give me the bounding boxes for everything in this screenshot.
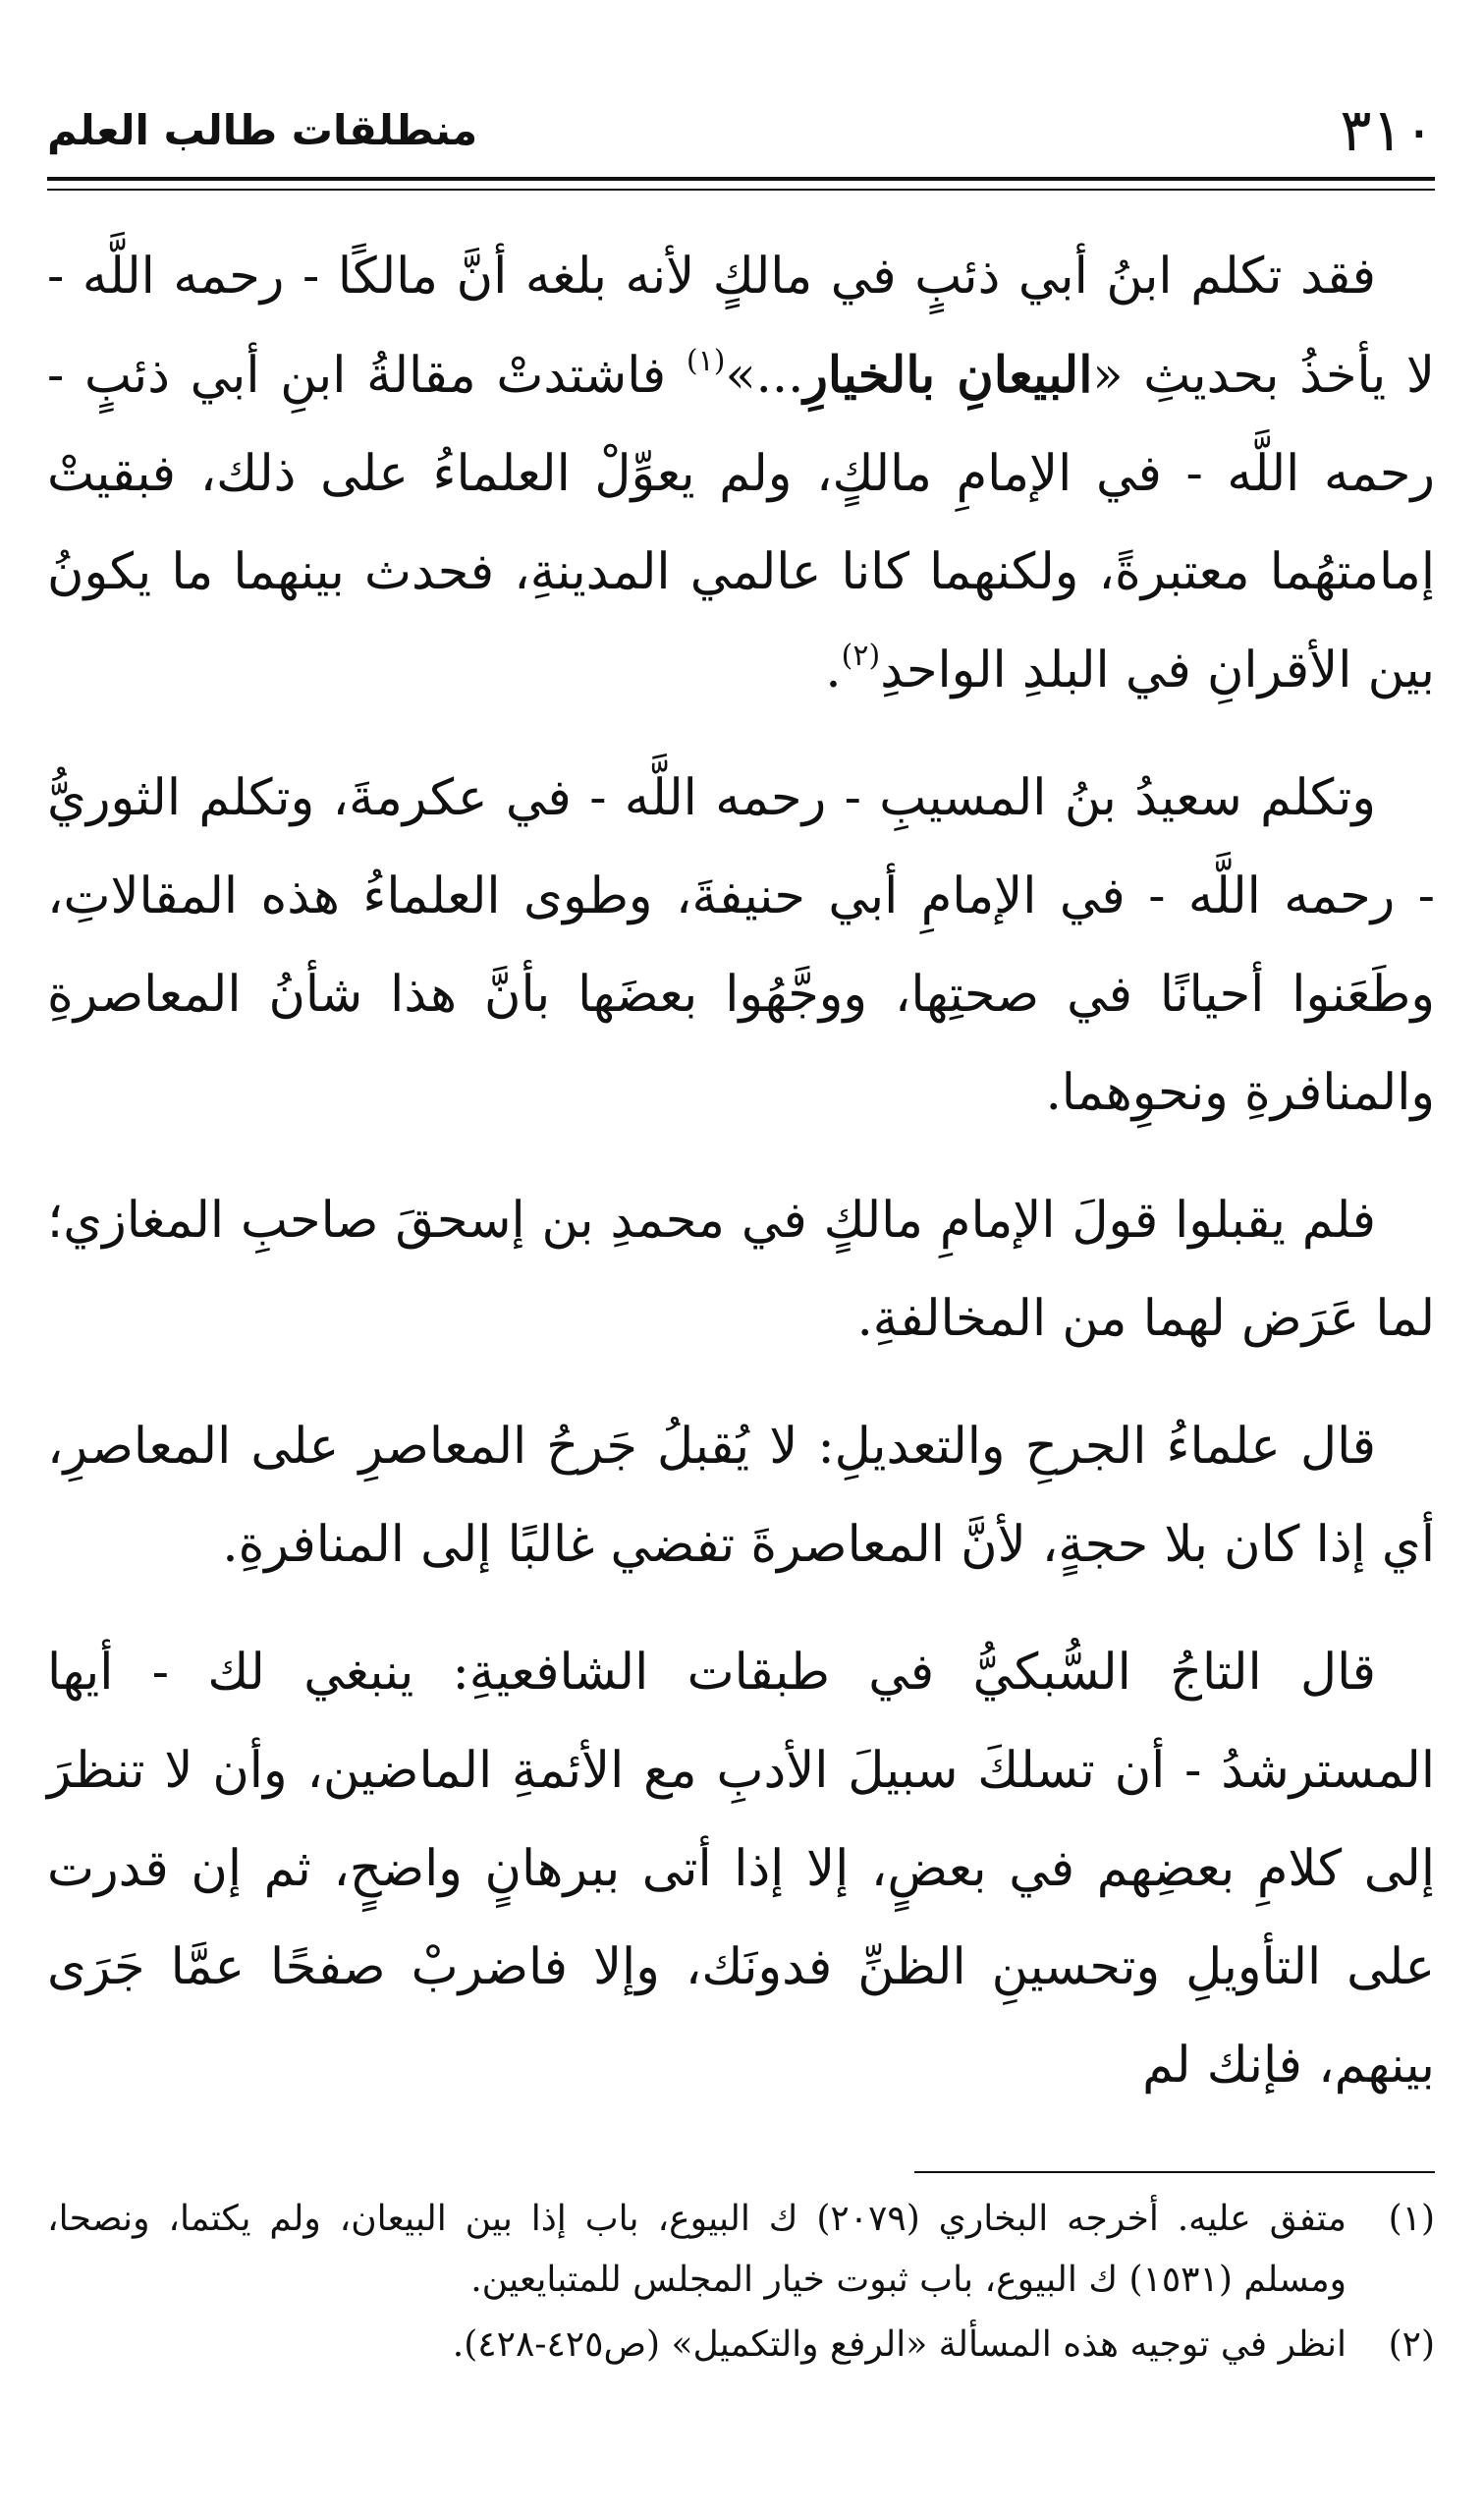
paragraph-1-end: . xyxy=(825,642,842,699)
footnote-1-mark: (١) xyxy=(1388,2199,1435,2239)
book-title: منطلقات طالب العلم xyxy=(47,106,478,154)
footnote-2-text: انظر في توجيه هذه المسألة «الرفع والتكميل» (ص٤٢٥-٤٢٨). xyxy=(452,2324,1347,2365)
footnote-separator xyxy=(914,2171,1435,2173)
paragraph-2: وتكلم سعيدُ بنُ المسيبِ - رحمه اللَّه - في عكرمةَ، وتكلم الثوريُّ - رحمه اللَّه - في الإمامِ أبي حنيفةَ، وطوى العلماءُ هذه المقالاتِ، وطَعَنوا أحيانًا في صحتِها، ووجَّهُوا بعضَها بأنَّ هذا شأنُ المعاصرةِ والمنافرةِ ونحوِهما. xyxy=(47,769,1435,1122)
paragraph-1 xyxy=(47,228,1435,720)
footnote-ref-2[interactable]: (٢) xyxy=(841,639,881,673)
footnote-2 xyxy=(47,2315,1435,2376)
footnote-1 xyxy=(47,2189,1435,2311)
footnote-1-text: متفق عليه. أخرجه البخاري (٢٠٧٩) ك البيوع، باب إذا بين البيعان، ولم يكتما، ونصحا، ومسلم (١٥٣١) ك البيوع، باب ثبوت خيار المجلس للمتبايعين. xyxy=(47,2199,1347,2300)
page-number: ٣١٠ xyxy=(1340,96,1435,165)
paragraph-4: قال علماءُ الجرحِ والتعديلِ: لا يُقبلُ جَرحُ المعاصرِ على المعاصرِ، أي إذا كان بلا حجةٍ، لأنَّ المعاصرةَ تفضي غالبًا إلى المنافرةِ. xyxy=(47,1418,1435,1574)
footnotes xyxy=(47,2189,1435,2379)
body-text xyxy=(47,228,1435,2145)
header-rule-thick xyxy=(47,177,1435,181)
footnote-2-mark: (٢) xyxy=(1388,2324,1435,2365)
paragraph-1-pre: فقد تكلم ابنُ أبي ذئبٍ في مالكٍ لأنه بلغه أنَّ مالكًا - رحمه اللَّه - لا يأخذُ بحديثِ « xyxy=(47,248,1435,405)
paragraph-3: فلم يقبلوا قولَ الإمامِ مالكٍ في محمدِ بن إسحقَ صاحبِ المغازي؛ لما عَرَض لهما من المخالفةِ. xyxy=(47,1192,1435,1348)
header-rule-thin xyxy=(47,189,1435,191)
footnote-ref-1[interactable]: (١) xyxy=(686,344,726,378)
paragraph-1-post: فاشتدتْ مقالةُ ابنِ أبي ذئبٍ - رحمه اللَّه - في الإمامِ مالكٍ، ولم يعوِّلْ العلماءُ على ذلك، فبقيتْ إمامتهُما معتبرةً، ولكنهما كانا عالمي المدينةِ، فحدث بينهما ما يكونُ بين الأقرانِ في البلدِ الواحدِ xyxy=(47,347,1435,699)
hadith-title: البيعانِ بالخيارِ xyxy=(803,346,1093,405)
running-head xyxy=(47,86,1435,175)
paragraph-1-mid: ...» xyxy=(725,347,804,405)
paragraph-5: قال التاجُ السُّبكيُّ في طبقات الشافعيةِ: ينبغي لك - أيها المسترشدُ - أن تسلكَ سبيلَ الأدبِ مع الأئمةِ الماضين، وأن لا تنظرَ إلى كلامِ بعضِهم في بعضٍ، إلا إذا أتى ببرهانٍ واضحٍ، ثم إن قدرت على التأويلِ وتحسينِ الظنِّ فدونَك، وإلا فاضربْ صفحًا عمَّا جَرَى بينهم، فإنك لم xyxy=(47,1644,1435,2095)
